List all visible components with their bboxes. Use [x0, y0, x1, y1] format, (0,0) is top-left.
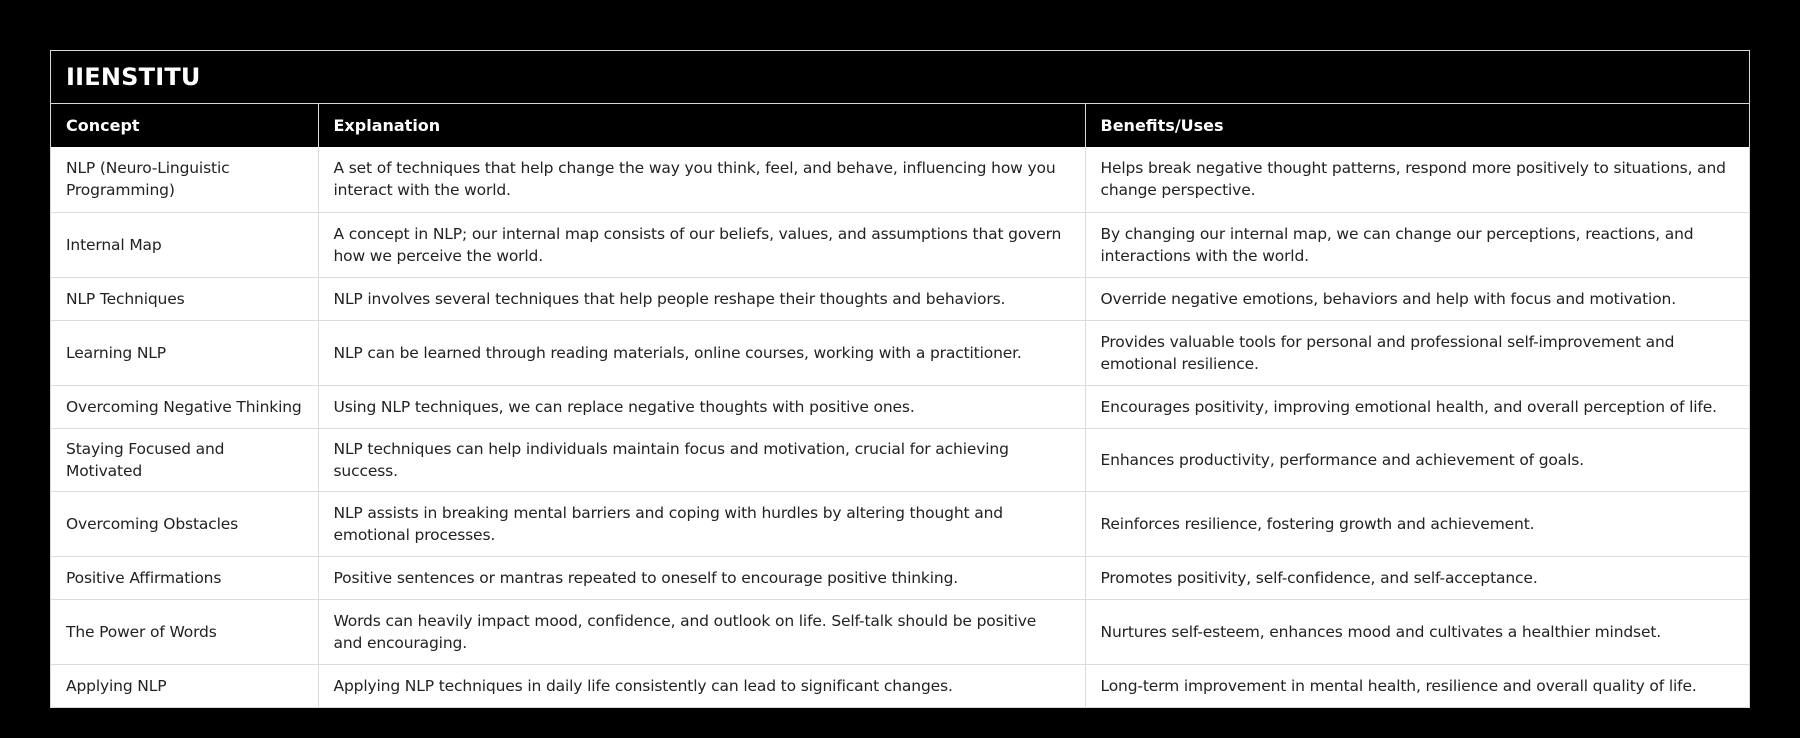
table-row	[51, 385, 1749, 428]
cell-explanation: Applying NLP techniques in daily life consistently can lead to significant changes.	[318, 664, 1085, 707]
cell-explanation: Words can heavily impact mood, confidence, and outlook on life. Self-talk should be positive and encouraging.	[318, 599, 1085, 664]
cell-benefits: Nurtures self-esteem, enhances mood and cultivates a healthier mindset.	[1085, 599, 1749, 664]
column-header-concept: Concept	[51, 104, 318, 147]
table-row	[51, 491, 1749, 556]
cell-explanation: NLP assists in breaking mental barriers and coping with hurdles by altering thought and emotional processes.	[318, 491, 1085, 556]
table-row	[51, 147, 1749, 212]
cell-concept: Internal Map	[51, 212, 318, 277]
cell-explanation: Using NLP techniques, we can replace negative thoughts with positive ones.	[318, 385, 1085, 428]
table-row	[51, 277, 1749, 320]
cell-concept: Applying NLP	[51, 664, 318, 707]
cell-concept: NLP Techniques	[51, 277, 318, 320]
cell-benefits: Long-term improvement in mental health, resilience and overall quality of life.	[1085, 664, 1749, 707]
cell-benefits: By changing our internal map, we can change our perceptions, reactions, and interactions with the world.	[1085, 212, 1749, 277]
cell-benefits: Override negative emotions, behaviors and help with focus and motivation.	[1085, 277, 1749, 320]
cell-benefits: Helps break negative thought patterns, respond more positively to situations, and change perspective.	[1085, 147, 1749, 212]
cell-explanation: A concept in NLP; our internal map consists of our beliefs, values, and assumptions that govern how we perceive the world.	[318, 212, 1085, 277]
cell-concept: Overcoming Negative Thinking	[51, 385, 318, 428]
cell-concept: Learning NLP	[51, 320, 318, 385]
table-title: IIENSTITU	[51, 51, 1749, 104]
table-row	[51, 320, 1749, 385]
cell-concept: The Power of Words	[51, 599, 318, 664]
cell-benefits: Provides valuable tools for personal and professional self-improvement and emotional resilience.	[1085, 320, 1749, 385]
cell-concept: NLP (Neuro-Linguistic Programming)	[51, 147, 318, 212]
cell-concept: Overcoming Obstacles	[51, 491, 318, 556]
table-row	[51, 428, 1749, 491]
column-header-explanation: Explanation	[318, 104, 1085, 147]
header-row	[51, 104, 1749, 147]
concept-table-container	[50, 50, 1750, 708]
cell-explanation: NLP techniques can help individuals maintain focus and motivation, crucial for achieving success.	[318, 428, 1085, 491]
concept-table	[51, 104, 1749, 707]
cell-explanation: Positive sentences or mantras repeated to oneself to encourage positive thinking.	[318, 556, 1085, 599]
table-row	[51, 599, 1749, 664]
table-row	[51, 212, 1749, 277]
table-body	[51, 147, 1749, 707]
cell-explanation: NLP can be learned through reading materials, online courses, working with a practitioner.	[318, 320, 1085, 385]
cell-benefits: Promotes positivity, self-confidence, and self-acceptance.	[1085, 556, 1749, 599]
cell-concept: Positive Affirmations	[51, 556, 318, 599]
cell-concept: Staying Focused and Motivated	[51, 428, 318, 491]
column-header-benefits: Benefits/Uses	[1085, 104, 1749, 147]
cell-benefits: Enhances productivity, performance and achievement of goals.	[1085, 428, 1749, 491]
table-row	[51, 664, 1749, 707]
cell-benefits: Reinforces resilience, fostering growth and achievement.	[1085, 491, 1749, 556]
table-row	[51, 556, 1749, 599]
cell-explanation: A set of techniques that help change the way you think, feel, and behave, influencing how you interact with the world.	[318, 147, 1085, 212]
cell-benefits: Encourages positivity, improving emotional health, and overall perception of life.	[1085, 385, 1749, 428]
cell-explanation: NLP involves several techniques that help people reshape their thoughts and behaviors.	[318, 277, 1085, 320]
